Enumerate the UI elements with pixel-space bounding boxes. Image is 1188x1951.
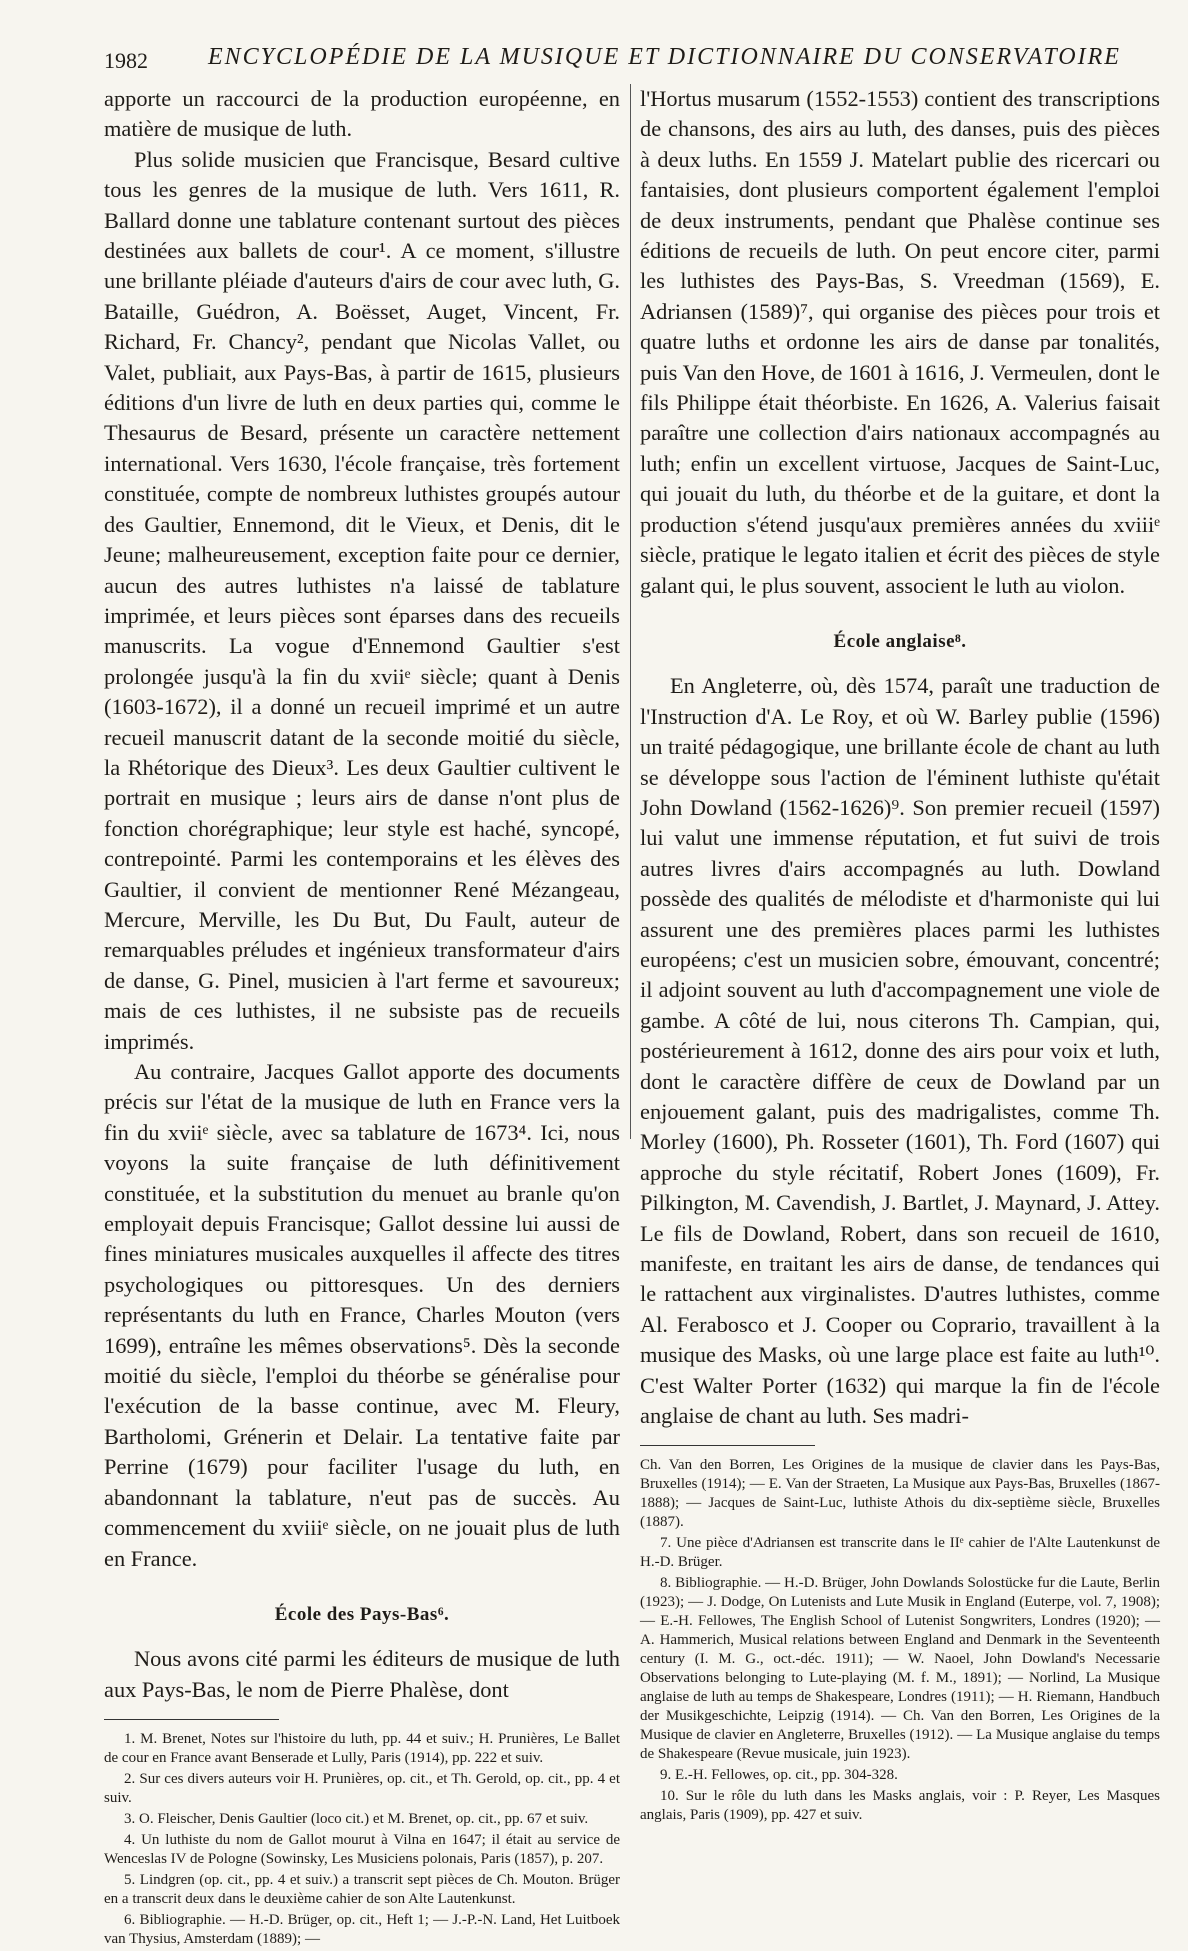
- footnote: 9. E.-H. Fellowes, op. cit., pp. 304-328.: [660, 1767, 898, 1784]
- body-paragraph: apporte un raccourci de la production européenne, en matière de musique de luth.: [104, 86, 620, 142]
- footnote: 3. O. Fleischer, Denis Gaultier (loco cit.) et M. Brenet, op. cit., pp. 67 et suiv.: [124, 1811, 589, 1828]
- section-heading: École des Pays-Bas⁶.: [274, 1603, 450, 1625]
- footnote: 8. Bibliographie. — H.-D. Brüger, John Dowlands Solostücke fur die Laute, Berlin (1923); — J. Dodge, On Lutenists and Lute Musik in England (Euterpe, vol. 7, 1908); — E.-H. Fellowes, The English School of Lutenist Songwriters, Londres (1920); — A. Hammerich, Musical relations between England and Denmark in the Seventeenth century (I. M. G., oct.-déc. 1911); — W. Naoel, John Dowland's Necessarie Observations belonging to Lute-playing (M. f. M., 1891); — Norlind, La Musique anglaise de luth au temps de Shakespeare, Londres (1911); — H. Riemann, Handbuch der Musikgeschichte, Leipzig (1914). — Ch. Van den Borren, Les Origines de la Musique de clavier en Angleterre, Bruxelles (1912). — La Musique anglaise du temps de Shakespeare (Revue musicale, juin 1923).: [640, 1575, 1160, 1763]
- footnote: Ch. Van den Borren, Les Origines de la musique de clavier dans les Pays-Bas, Bruxelles (1914); — E. Van der Straeten, La Musique aux Pays-Bas, Bruxelles (1867-1888); — Jacques de Saint-Luc, luthiste Athois du dix-septième siècle, Bruxelles (1887).: [640, 1457, 1160, 1531]
- footnote: 7. Une pièce d'Adriansen est transcrite dans le IIᵉ cahier de l'Alte Lautenkunst de H.-D. Brüger.: [640, 1535, 1160, 1571]
- column-divider: [630, 84, 631, 1139]
- left-column: [104, 84, 620, 1951]
- footnote: 5. Lindgren (op. cit., pp. 4 et suiv.) a transcrit sept pièces de Ch. Mouton. Brüger en a transcrit deux dans le deuxième cahier de son Alte Lautenkunst.: [104, 1872, 620, 1908]
- section-heading: École anglaise⁸.: [833, 630, 967, 652]
- page-header: [104, 40, 1184, 80]
- body-paragraph: Plus solide musicien que Francisque, Besard cultive tous les genres de la musique de luth. Vers 1611, R. Ballard donne une tablature contenant surtout des pièces destinées aux ballets de cour¹. A ce moment, s'illustre une brillante pléiade d'auteurs d'airs de cour avec luth, G. Bataille, Guédron, A. Boësset, Auget, Vincent, Fr. Richard, Fr. Chancy², pendant que Nicolas Vallet, ou Valet, publiait, aux Pays-Bas, à partir de 1615, plusieurs éditions d'un livre de luth en deux parties qui, comme le Thesaurus de Besard, présente un caractère nettement international. Vers 1630, l'école française, très fortement constituée, compte de nombreux luthistes groupés autour des Gaultier, Ennemond, dit le Vieux, et Denis, dit le Jeune; malheureusement, exception faite pour ce dernier, aucun des autres luthistes n'a laissé de tablature imprimée, et leurs pièces sont éparses dans des recueils manuscrits. La vogue d'Ennemond Gaultier s'est prolongée jusqu'à la fin du xviiᵉ siècle; quant à Denis (1603-1672), il a donné un recueil imprimé et un autre recueil manuscrit datant de la seconde moitié du siècle, la Rhétorique des Dieux³. Les deux Gaultier cultivent le portrait en musique ; leurs airs de danse n'ont plus de fonction chorégraphique; leur style est haché, syncopé, contrepointé. Parmi les contemporains et les élèves des Gaultier, il convient de mentionner René Mézangeau, Mercure, Merville, les Du But, Du Fault, auteur de remarquables préludes et ingénieux transformateur d'airs de danse, G. Pinel, musicien à l'art ferme et savoureux; mais de ces luthistes, il ne subsiste pas de recueils imprimés.: [104, 146, 620, 1054]
- footnote-rule: [104, 1719, 279, 1720]
- footnote: 4. Un luthiste du nom de Gallot mourut à Vilna en 1647; il était au service de Wenceslas IV de Pologne (Sowinsky, Les Musiciens polonais, Paris (1857), p. 207.: [104, 1832, 620, 1868]
- right-column: [640, 84, 1160, 1827]
- page-number: 1982: [104, 48, 148, 73]
- footnote-rule: [640, 1445, 815, 1446]
- footnote: 1. M. Brenet, Notes sur l'histoire du luth, pp. 44 et suiv.; H. Prunières, Le Ballet de cour en France avant Benserade et Lully, Paris (1914), pp. 222 et suiv.: [104, 1731, 620, 1767]
- footnote: 10. Sur le rôle du luth dans les Masks anglais, voir : P. Reyer, Les Masques anglais, Paris (1909), pp. 427 et suiv.: [640, 1788, 1160, 1824]
- footnotes: [104, 1730, 620, 1949]
- body-paragraph: Nous avons cité parmi les éditeurs de musique de luth aux Pays-Bas, le nom de Pierre Phalèse, dont: [104, 1646, 620, 1702]
- running-title: ENCYCLOPÉDIE DE LA MUSIQUE ET DICTIONNAIRE DU CONSERVATOIRE: [208, 44, 1121, 70]
- footnote: 6. Bibliographie. — H.-D. Brüger, op. cit., Heft 1; — J.-P.-N. Land, Het Luitboek van Thysius, Amsterdam (1889); —: [104, 1912, 620, 1948]
- footnote: 2. Sur ces divers auteurs voir H. Prunières, op. cit., et Th. Gerold, op. cit., pp. 4 et suiv.: [104, 1771, 620, 1807]
- body-paragraph: l'Hortus musarum (1552-1553) contient des transcriptions de chansons, des airs au luth, des danses, puis des pièces à deux luths. En 1559 J. Matelart publie des ricercari ou fantaisies, dont plusieurs comportent également l'emploi de deux instruments, pendant que Phalèse continue ses éditions de recueils de luth. On peut encore citer, parmi les luthistes des Pays-Bas, S. Vreedman (1569), E. Adriansen (1589)⁷, qui organise des pièces pour trois et quatre luths et ordonne les airs de danse par tonalités, puis Van den Hove, de 1601 à 1616, J. Vermeulen, dont le fils Philippe était théorbiste. En 1626, A. Valerius faisait paraître une collection d'airs nationaux accompagnés au luth; enfin un excellent virtuose, Jacques de Saint-Luc, qui jouait du luth, du théorbe et de la guitare, et dont la production s'étend jusqu'aux premières années du xviiiᵉ siècle, pratique le legato italien et écrit des pièces de style galant qui, le plus souvent, associent le luth au violon.: [640, 86, 1160, 598]
- body-paragraph: En Angleterre, où, dès 1574, paraît une traduction de l'Instruction d'A. Le Roy, et où W. Barley publie (1596) un traité pédagogique, une brillante école de chant au luth se développe sous l'action de l'éminent luthiste qu'était John Dowland (1562-1626)⁹. Son premier recueil (1597) lui valut une immense réputation, et fut suivi de trois autres livres d'airs accompagnés au luth. Dowland possède des qualités de mélodiste et d'harmoniste qui lui assurent une des premières places parmi les luthistes européens; c'est un musicien sobre, émouvant, concentré; il adjoint souvent au luth d'accompagnement une viole de gambe. A côté de lui, nous citerons Th. Campian, qui, postérieurement à 1612, donne des airs pour voix et luth, dont le caractère diffère de ceux de Dowland par un enjouement galant, puis des madrigalistes, comme Th. Morley (1600), Ph. Rosseter (1601), Th. Ford (1607) qui approche du style récitatif, Robert Jones (1609), Fr. Pilkington, M. Cavendish, J. Bartlet, J. Maynard, J. Attey. Le fils de Dowland, Robert, dans son recueil de 1610, manifeste, en traitant les airs de danse, de tendances qui le rattachent aux virginalistes. D'autres luthistes, comme Al. Ferabosco et J. Cooper ou Coprario, travaillent à la musique des Masks, où une large place est faite au luth¹⁰. C'est Walter Porter (1632) qui marque la fin de l'école anglaise de chant au luth. Ses madri-: [640, 673, 1160, 1429]
- body-paragraph: Au contraire, Jacques Gallot apporte des documents précis sur l'état de la musique de luth en France vers la fin du xviiᵉ siècle, avec sa tablature de 1673⁴. Ici, nous voyons la suite française de luth définitivement constituée, et la substitution du menuet au branle qu'on employait depuis Francisque; Gallot dessine lui aussi de fines miniatures musicales auxquelles il affecte des titres psychologiques ou pittoresques. Un des derniers représentants du luth en France, Charles Mouton (vers 1699), entraîne les mêmes observations⁵. Dès la seconde moitié du siècle, l'emploi du théorbe se généralise pour l'exécution de la basse continue, avec M. Fleury, Bartholomi, Grénerin et Delair. La tentative faite par Perrine (1679) pour faciliter l'usage du luth, en abandonnant la tablature, n'eut pas de succès. Au commencement du xviiiᵉ siècle, on ne jouait plus de luth en France.: [104, 1059, 620, 1571]
- footnotes: [640, 1456, 1160, 1825]
